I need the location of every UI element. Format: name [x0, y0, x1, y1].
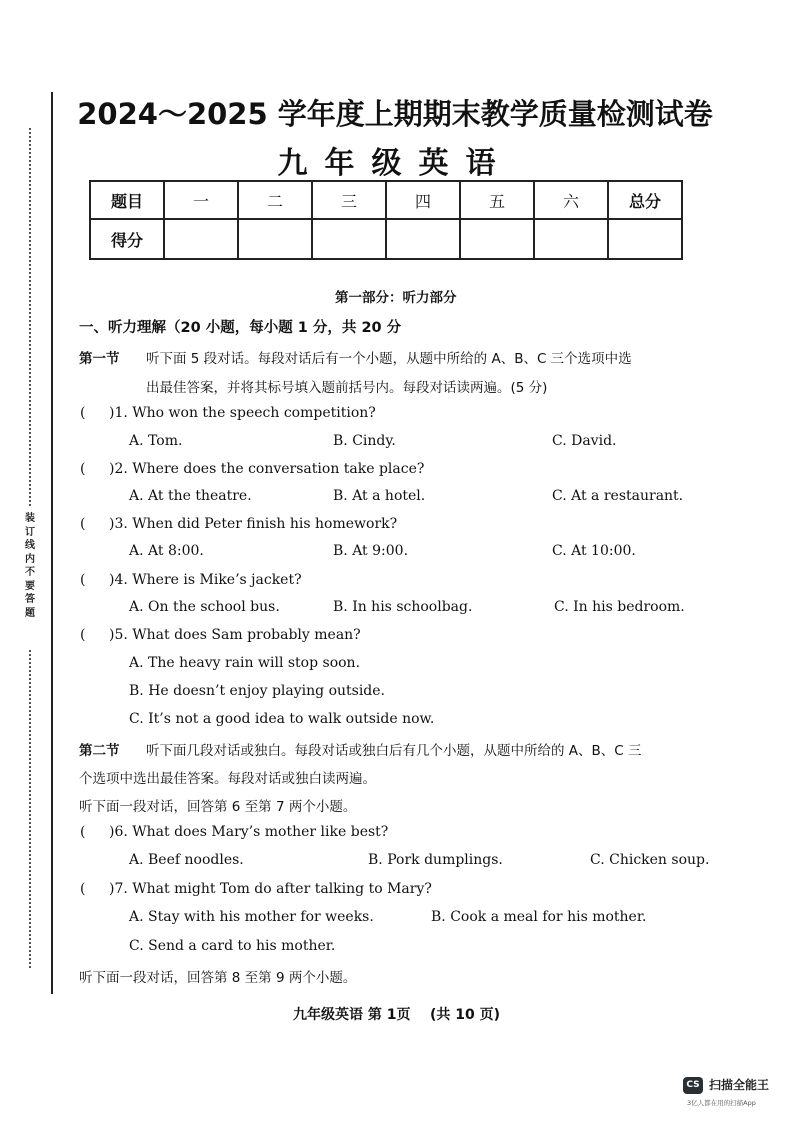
- option-a: A. Tom.: [129, 433, 183, 449]
- option-b: B. He doesn’t enjoy playing outside.: [129, 683, 385, 699]
- section-heading: 一、听力理解（20 小题，每小题 1 分，共 20 分: [79, 320, 402, 336]
- score-header-cell: 六: [534, 181, 608, 219]
- score-cell[interactable]: [608, 219, 682, 259]
- question-stem: )7. What might Tom do after talking to Mary?: [109, 881, 432, 897]
- score-row-label: 得分: [90, 219, 164, 259]
- answer-bracket[interactable]: (: [80, 627, 86, 643]
- option-c: C. Chicken soup.: [590, 852, 710, 868]
- score-header-cell: 四: [386, 181, 460, 219]
- part-title: 第一部分：听力部分: [335, 290, 457, 306]
- camscanner-logo-icon: CS: [683, 1077, 703, 1094]
- score-cell[interactable]: [534, 219, 608, 259]
- watermark-tagline: 3亿人都在用的扫描App: [687, 1099, 756, 1107]
- option-c: C. Send a card to his mother.: [129, 938, 336, 954]
- jie1-label: 第一节: [79, 351, 120, 367]
- question-stem: )1. Who won the speech competition?: [109, 405, 376, 421]
- jie2-label: 第二节: [79, 743, 120, 759]
- option-b: B. Cook a meal for his mother.: [431, 909, 647, 925]
- score-table-score-row: [90, 219, 682, 259]
- score-cell[interactable]: [460, 219, 534, 259]
- option-c: C. David.: [552, 433, 617, 449]
- jie1-instruction-line1: 听下面 5 段对话。每段对话后有一个小题，从题中所给的 A、B、C 三个选项中选: [146, 351, 632, 367]
- answer-bracket[interactable]: (: [80, 516, 86, 532]
- exam-title: 2024～2025 学年度上期期末教学质量检测试卷: [77, 97, 713, 131]
- score-cell[interactable]: [312, 219, 386, 259]
- binding-dotted-line-bottom: [29, 650, 31, 968]
- question-stem: )4. Where is Mike’s jacket?: [109, 572, 302, 588]
- question-stem: )3. When did Peter finish his homework?: [109, 516, 398, 532]
- question-stem: )2. Where does the conversation take place?: [109, 461, 425, 477]
- instruction-q8-q9: 听下面一段对话，回答第 8 至第 9 两个小题。: [79, 970, 357, 986]
- option-c: C. It’s not a good idea to walk outside now.: [129, 711, 435, 727]
- answer-bracket[interactable]: (: [80, 824, 86, 840]
- jie1-instruction-line2: 出最佳答案，并将其标号填入题前括号内。每段对话读两遍。(5 分): [146, 380, 548, 396]
- score-header-cell: 三: [312, 181, 386, 219]
- score-table-header-row: [90, 181, 682, 219]
- score-header-cell: 五: [460, 181, 534, 219]
- option-c: C. At 10:00.: [552, 543, 636, 559]
- option-a: A. At 8:00.: [129, 543, 204, 559]
- option-a: A. Beef noodles.: [129, 852, 244, 868]
- watermark-name: 扫描全能王: [709, 1078, 770, 1092]
- score-cell[interactable]: [164, 219, 238, 259]
- jie2-instruction-line2: 个选项中选出最佳答案。每段对话或独白读两遍。: [79, 771, 376, 787]
- question-stem: )5. What does Sam probably mean?: [109, 627, 361, 643]
- score-cell[interactable]: [238, 219, 312, 259]
- option-b: B. Cindy.: [333, 433, 396, 449]
- binding-margin-text: 装订线内不要答题: [25, 513, 35, 619]
- option-a: A. Stay with his mother for weeks.: [129, 909, 374, 925]
- margin-rule: [51, 92, 53, 994]
- page-footer: 九年级英语 第 1页 (共 10 页): [292, 1007, 500, 1023]
- exam-subtitle: 九年级英语: [277, 146, 513, 181]
- question-stem: )6. What does Mary’s mother like best?: [109, 824, 389, 840]
- option-b: B. In his schoolbag.: [333, 599, 473, 615]
- option-c: C. At a restaurant.: [552, 488, 684, 504]
- answer-bracket[interactable]: (: [80, 572, 86, 588]
- score-header-cell: 二: [238, 181, 312, 219]
- score-header-cell: 总分: [608, 181, 682, 219]
- score-header-cell: 一: [164, 181, 238, 219]
- binding-dotted-line-top: [29, 128, 31, 506]
- option-b: B. Pork dumplings.: [368, 852, 503, 868]
- option-b: B. At a hotel.: [333, 488, 426, 504]
- option-a: A. The heavy rain will stop soon.: [129, 655, 361, 671]
- score-cell[interactable]: [386, 219, 460, 259]
- answer-bracket[interactable]: (: [80, 461, 86, 477]
- jie2-instruction-line1: 听下面几段对话或独白。每段对话或独白后有几个小题，从题中所给的 A、B、C 三: [146, 743, 642, 759]
- answer-bracket[interactable]: (: [80, 881, 86, 897]
- option-b: B. At 9:00.: [333, 543, 409, 559]
- score-header-cell: 题目: [90, 181, 164, 219]
- score-table: [89, 180, 683, 260]
- option-a: A. At the theatre.: [129, 488, 252, 504]
- answer-bracket[interactable]: (: [80, 405, 86, 421]
- option-c: C. In his bedroom.: [554, 599, 685, 615]
- instruction-q6-q7: 听下面一段对话，回答第 6 至第 7 两个小题。: [79, 799, 357, 815]
- option-a: A. On the school bus.: [129, 599, 280, 615]
